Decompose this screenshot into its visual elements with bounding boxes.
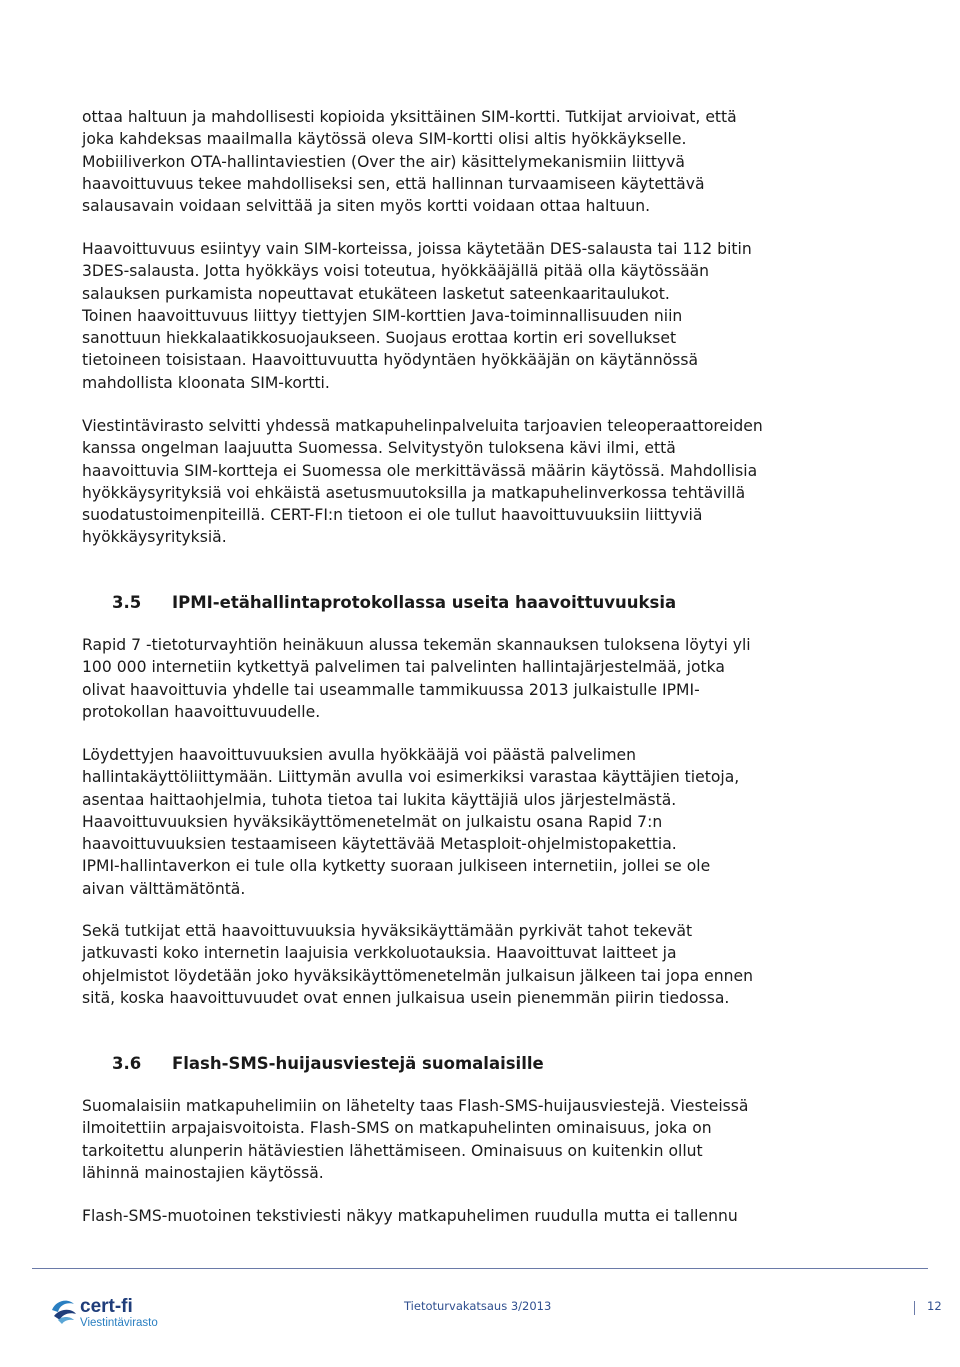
text-line: 3DES-salausta. Jotta hyökkäys voisi toteutua, hyökkääjällä pitää olla käytössään [82,262,710,281]
text-line: mahdollista kloonata SIM-kortti. [82,373,330,392]
text-line: Viestintävirasto selvitti yhdessä matkapuhelinpalveluita tarjoavien teleoperaattoreiden [82,417,763,435]
text-line: aivan välttämätöntä. [82,879,246,898]
text-line: Haavoittuvuus esiintyy vain SIM-korteissa, joissa käytetään DES-salausta tai 112 bitin [82,240,752,258]
text-line: Haavoittuvuuksien hyväksikäyttömenetelmät on julkaistu osana Rapid 7:n [82,812,663,831]
section-number: 3.6 [112,1054,142,1073]
footer-divider [32,1268,928,1269]
text-line: Mobiiliverkon OTA-hallintaviestien (Over the air) käsittelymekanismiin liittyvä [82,152,685,171]
text-line: haavoittuvuuksien testaamiseen käytettävää Metasploit-ohjelmistopakettia. [82,835,677,854]
text-line: joka kahdeksas maailmalla käytössä oleva SIM-kortti olisi altis hyökkäykselle. [82,130,687,149]
section-3-6-paragraph-1 [82,1095,882,1184]
text-line: hallintakäyttöliittymään. Liittymän avulla voi esimerkiksi varastaa käyttäjien tietoja, [82,768,740,787]
footer-publication-title: Tietoturvakatsaus 3/2013 [404,1299,552,1313]
section-title: IPMI-etähallintaprotokollassa useita haavoittuvuuksia [172,593,677,612]
section-heading-3-5 [112,593,676,612]
text-line: Suomalaisiin matkapuhelimiin on lähetelty taas Flash-SMS-huijausviestejä. Viesteissä [82,1097,749,1115]
footer-separator [914,1301,915,1315]
text-line: hyökkäysyrityksiä voi ehkäistä asetusmuutoksilla ja matkapuhelinverkossa tehtävillä [82,483,746,502]
text-line: ohjelmistot löydetään joko hyväksikäyttömenetelmän julkaisun jälkeen tai jopa ennen [82,966,753,985]
text-line: olivat haavoittuvia yhdelle tai useammalle tammikuussa 2013 julkaistulle IPMI- [82,680,700,699]
text-line: sitä, koska haavoittuvuudet ovat ennen julkaisua usein pienemmän piirin tiedossa. [82,988,730,1007]
page-number: 12 [927,1299,942,1313]
text-line: lähinnä mainostajien käytössä. [82,1163,324,1182]
text-line: salausavain voidaan selvittää ja siten myös kortti voidaan ottaa haltuun. [82,197,651,216]
text-line: hyökkäysyrityksiä. [82,528,227,547]
cert-fi-logo-icon [50,1292,190,1332]
text-line: salauksen purkamista nopeuttavat etukäteen lasketut sateenkaaritaulukot. [82,284,670,303]
cert-fi-logo [50,1292,190,1332]
text-line: haavoittuvia SIM-kortteja ei Suomessa ole merkittävässä määrin käytössä. Mahdollisia [82,461,758,480]
text-line: IPMI-hallintaverkon ei tule olla kytketty suoraan julkiseen internetiin, jollei se ole [82,857,711,876]
section-3-5-paragraph-1 [82,634,882,723]
text-line: Löydettyjen haavoittuvuuksien avulla hyökkääjä voi päästä palvelimen [82,746,637,764]
text-line: kanssa ongelman laajuutta Suomessa. Selvitystyön tuloksena kävi ilmi, että [82,439,676,458]
text-line: 100 000 internetiin kytkettyä palvelimen tai palvelinten hallintajärjestelmää, jotka [82,658,725,677]
section-title: Flash-SMS-huijausviestejä suomalaisille [172,1054,544,1073]
paragraph-1 [82,106,882,217]
paragraph-2 [82,238,882,394]
text-line: Sekä tutkijat että haavoittuvuuksia hyväksikäyttämään pyrkivät tahot tekevät [82,922,693,940]
logo-subtitle: Viestintävirasto [80,1317,158,1329]
text-line: Rapid 7 -tietoturvayhtiön heinäkuun alussa tekemän skannauksen tuloksena löytyi yli [82,636,751,654]
text-line: asentaa haittaohjelmia, tuhota tietoa tai lukita käyttäjiä ulos järjestelmästä. [82,790,677,809]
text-line: jatkuvasti koko internetin laajuisia verkkoluotauksia. Haavoittuvat laitteet ja [82,944,677,963]
section-3-6-paragraph-2 [82,1205,882,1227]
text-line: suodatustoimenpiteillä. CERT-FI:n tietoon ei ole tullut haavoittuvuuksiin liittyviä [82,506,703,525]
text-line: haavoittuvuus tekee mahdolliseksi sen, että hallinnan turvaamiseen käytettävä [82,174,705,193]
text-line: Toinen haavoittuvuus liittyy tiettyjen SIM-korttien Java-toiminnallisuuden niin [82,306,683,325]
section-heading-3-6 [112,1054,544,1073]
logo-name: cert-fi [80,1296,133,1317]
text-line: ilmoitettiin arpajaisvoitoista. Flash-SMS on matkapuhelinten ominaisuus, joka on [82,1119,712,1138]
section-number: 3.5 [112,593,142,612]
text-line: ottaa haltuun ja mahdollisesti kopioida yksittäinen SIM-kortti. Tutkijat arvioivat, että [82,108,737,126]
text-line: Flash-SMS-muotoinen tekstiviesti näkyy matkapuhelimen ruudulla mutta ei tallennu [82,1207,738,1225]
text-line: tarkoitettu alunperin hätäviestien lähettämiseen. Ominaisuus on kuitenkin ollut [82,1141,703,1160]
text-line: tietoineen toisistaan. Haavoittuvuutta hyödyntäen hyökkääjän on käytännössä [82,351,699,370]
section-3-5-paragraph-2 [82,744,882,900]
section-3-5-paragraph-3 [82,920,882,1009]
text-line: sanottuun hiekkalaatikkosuojaukseen. Suojaus erottaa kortin eri sovellukset [82,329,677,348]
text-line: protokollan haavoittuvuudelle. [82,702,321,721]
paragraph-3 [82,415,882,549]
